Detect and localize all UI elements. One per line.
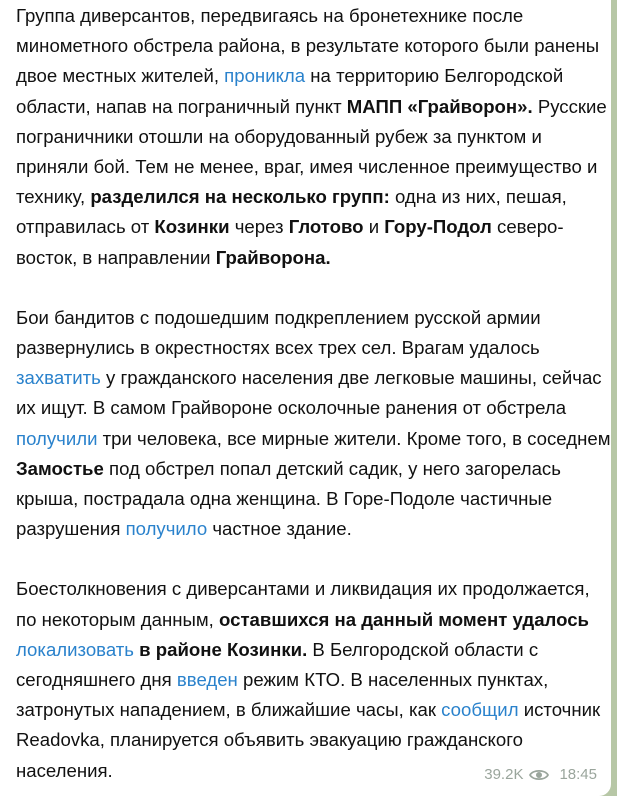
bold-text: МАПП «Грайворон».	[346, 95, 533, 117]
text-segment: В Белгородской области с сегодняшнего дня	[16, 638, 539, 691]
text-segment: на территорию Белгородской области, напав на пограничный пункт	[16, 65, 564, 117]
message-paragraph	[16, 1, 611, 273]
text-segment: одна из них, пешая, отправилась от	[16, 186, 567, 238]
bold-text: разделился на несколько групп:	[90, 186, 390, 208]
message-meta	[484, 760, 597, 790]
text-segment: под обстрел попал детский садик, у него загорелась крыша, пострадала одна женщина. В Горе-Подоле частичные разрушения	[16, 457, 561, 540]
text-segment: режим КТО. В населенных пунктах, затронутых нападением, в ближайшие часы, как	[16, 669, 549, 721]
bold-text: Глотово	[288, 216, 364, 238]
eye-icon	[529, 768, 549, 782]
inline-link[interactable]: захватить	[16, 367, 101, 389]
paragraph-gap	[16, 273, 611, 303]
inline-link[interactable]: сообщил	[441, 699, 519, 721]
text-segment: и	[363, 216, 385, 238]
inline-link[interactable]: получили	[16, 427, 98, 449]
message-time: 18:45	[559, 765, 597, 783]
text-segment: Бои бандитов с подошедшим подкреплением русской армии развернулись в окрестностях всех трех сел. Врагам удалось	[16, 306, 541, 359]
bold-text: Гору-Подол	[384, 216, 492, 238]
inline-link[interactable]: получило	[125, 518, 208, 540]
paragraph-gap	[16, 544, 611, 574]
message-paragraph	[16, 574, 611, 785]
bold-text: Козинки	[154, 216, 230, 238]
bold-text: оставшихся на данный момент удалось	[218, 608, 589, 630]
inline-link[interactable]: введен	[176, 669, 238, 691]
text-segment: три человека, все мирные жители. Кроме того, в соседнем	[97, 427, 611, 449]
message-paragraph	[16, 303, 611, 545]
bold-text: в районе Козинки.	[139, 638, 308, 660]
text-segment: Русские пограничники отошли на оборудованный рубеж за пунктом и приняли бой. Тем не менее, враг, имея численное преимущество и технику,	[16, 95, 607, 208]
bold-text: Замостье	[16, 457, 104, 479]
text-segment: источник Readovka, планируется объявить эвакуацию гражданского населения.	[16, 699, 601, 781]
message-text	[16, 1, 611, 786]
text-segment: через	[229, 216, 289, 238]
text-segment: у гражданского населения две легковые машины, сейчас их ищут. В самом Грайвороне осколочные ранения от обстрела	[16, 367, 602, 419]
text-segment: Группа диверсантов, передвигаясь на бронетехнике после минометного обстрела района, в результате которого были ранены двое местных жителей,	[16, 5, 600, 87]
text-segment: северо-восток, в направлении	[16, 216, 564, 268]
text-segment: частное здание.	[207, 518, 352, 540]
view-count: 39.2K	[484, 765, 524, 783]
inline-link[interactable]: проникла	[224, 65, 306, 87]
text-segment: Боестолкновения с диверсантами и ликвидация их продолжается, по некоторым данным,	[16, 578, 590, 630]
bold-text: Грайворона.	[215, 246, 331, 268]
inline-link[interactable]: локализовать	[16, 638, 134, 660]
